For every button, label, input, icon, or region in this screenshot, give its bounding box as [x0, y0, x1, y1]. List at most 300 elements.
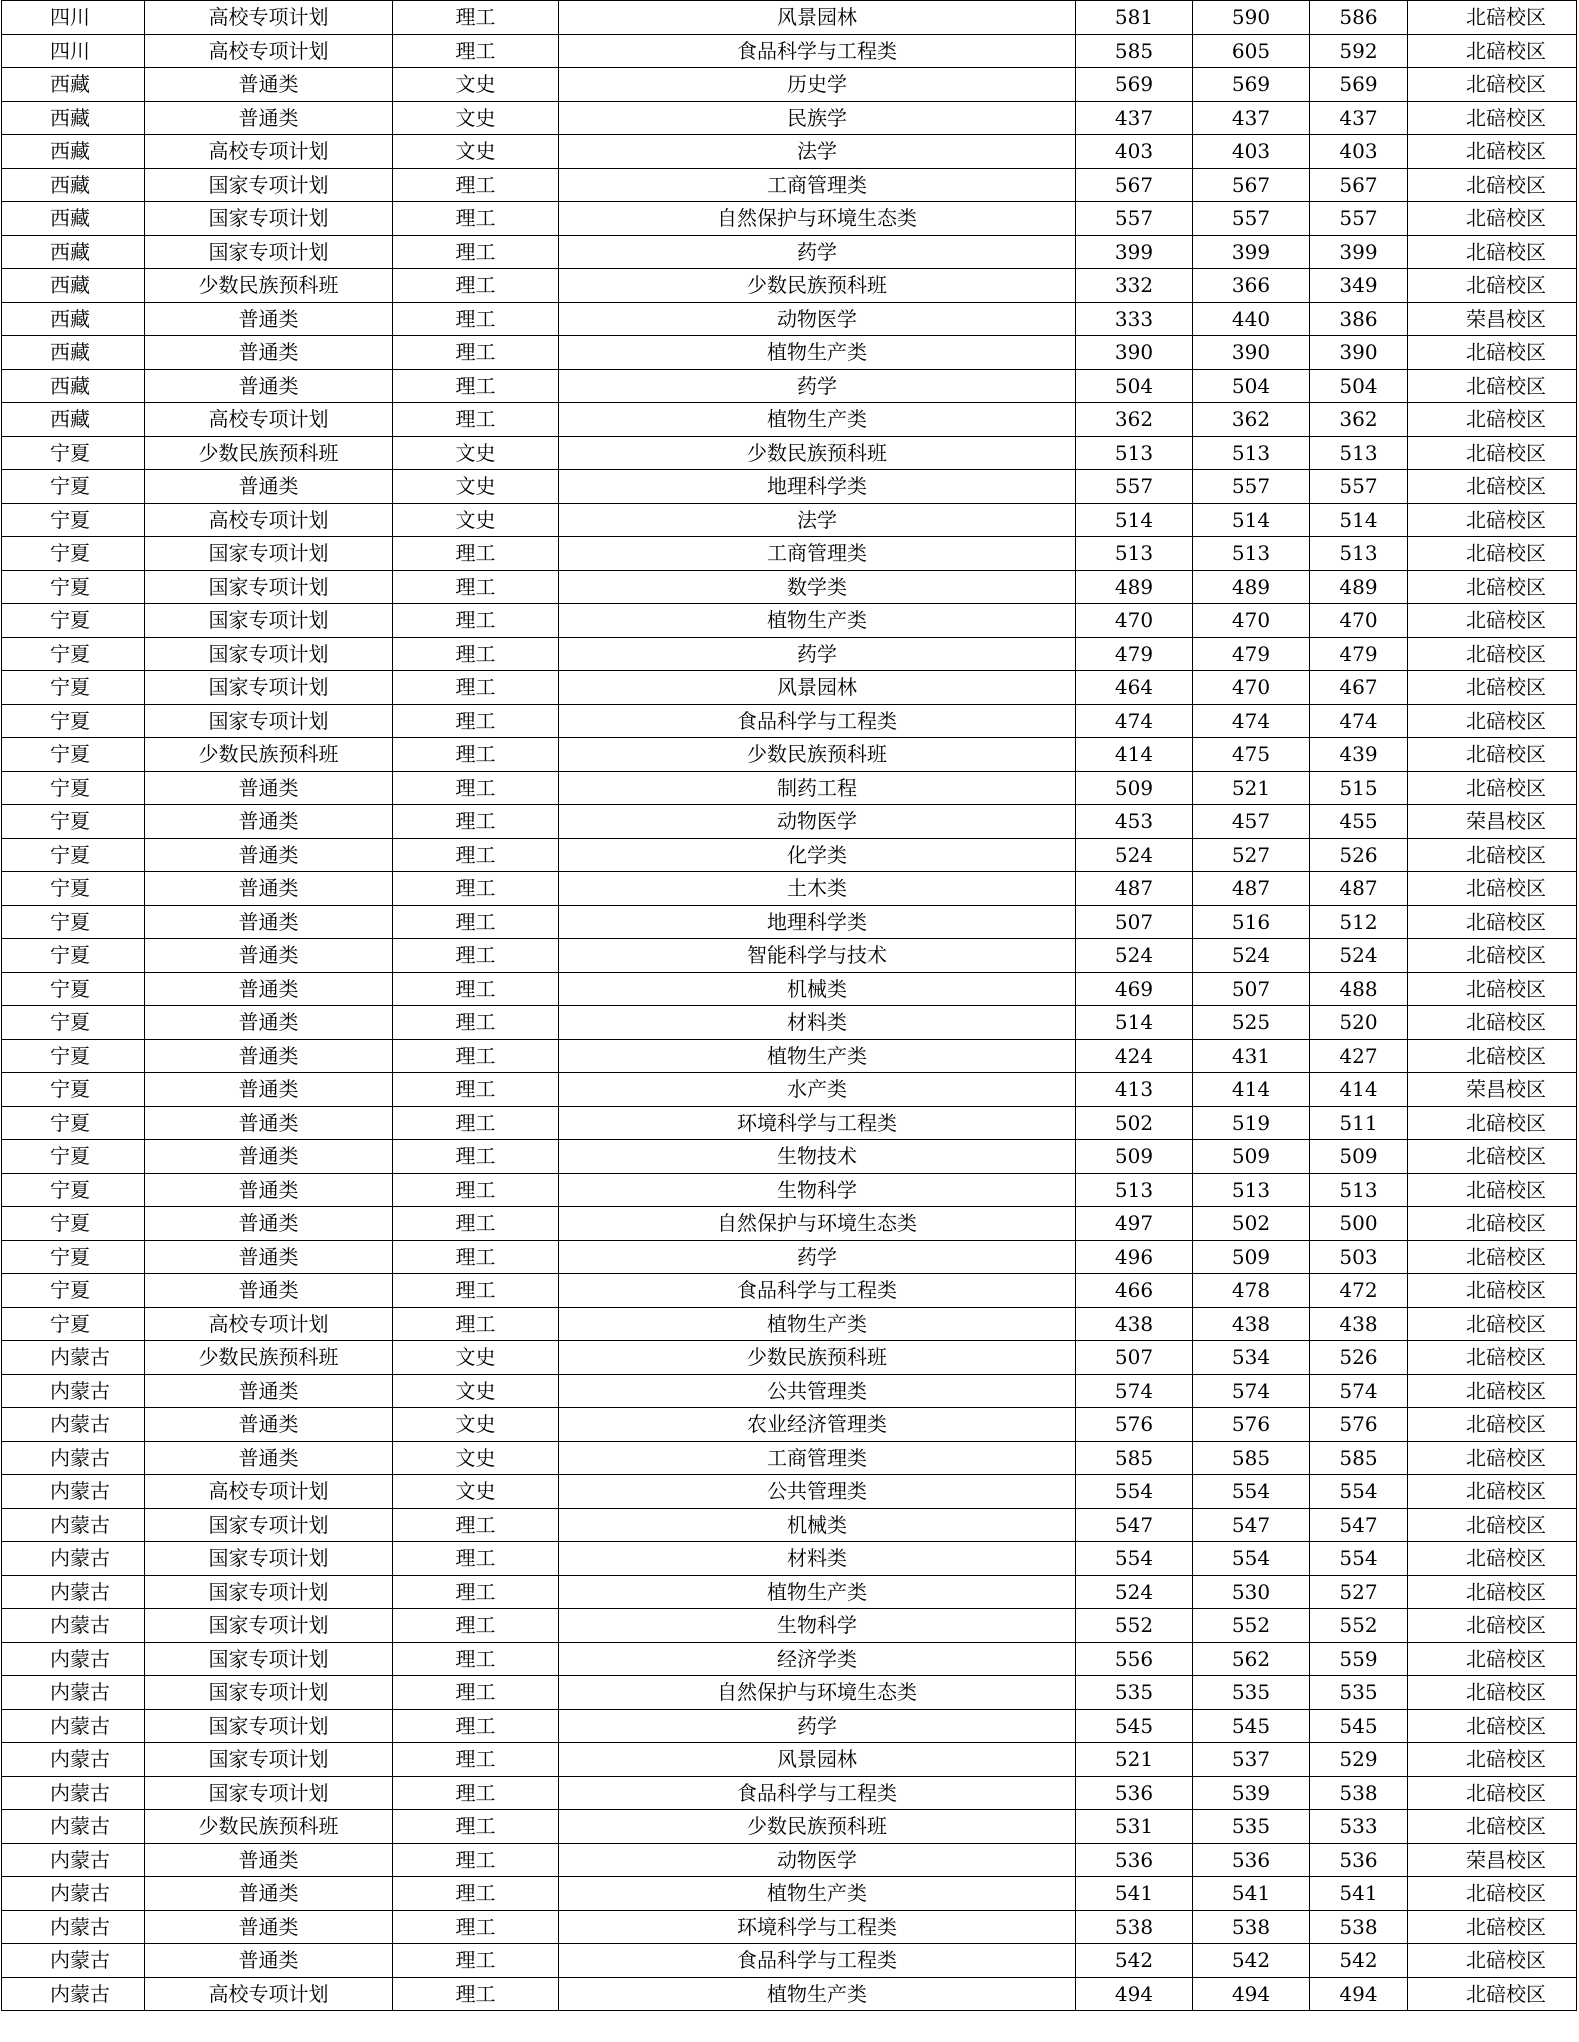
min-score-cell: 479	[1193, 637, 1310, 671]
avg-score-cell: 557	[1310, 470, 1408, 504]
major-cell: 植物生产类	[559, 1977, 1076, 2011]
avg-score-cell: 592	[1310, 34, 1408, 68]
min-score-cell: 547	[1193, 1508, 1310, 1542]
avg-score-cell: 567	[1310, 168, 1408, 202]
subject-category-cell: 文史	[393, 68, 559, 102]
max-score-cell: 538	[1076, 1910, 1193, 1944]
subject-category-cell: 理工	[393, 1977, 559, 2011]
min-score-cell: 513	[1193, 537, 1310, 571]
major-cell: 少数民族预科班	[559, 1810, 1076, 1844]
min-score-cell: 527	[1193, 838, 1310, 872]
max-score-cell: 497	[1076, 1207, 1193, 1241]
table-row	[2, 704, 1577, 738]
max-score-cell: 514	[1076, 503, 1193, 537]
subject-category-cell: 理工	[393, 905, 559, 939]
subject-category-cell: 理工	[393, 1944, 559, 1978]
min-score-cell: 590	[1193, 1, 1310, 35]
avg-score-cell: 541	[1310, 1877, 1408, 1911]
major-cell: 法学	[559, 135, 1076, 169]
plan-type-cell: 国家专项计划	[145, 637, 393, 671]
max-score-cell: 513	[1076, 436, 1193, 470]
major-cell: 食品科学与工程类	[559, 1776, 1076, 1810]
avg-score-cell: 509	[1310, 1140, 1408, 1174]
plan-type-cell: 国家专项计划	[145, 1676, 393, 1710]
table-row	[2, 1542, 1577, 1576]
max-score-cell: 576	[1076, 1408, 1193, 1442]
max-score-cell: 536	[1076, 1776, 1193, 1810]
plan-type-cell: 普通类	[145, 1944, 393, 1978]
min-score-cell: 513	[1193, 436, 1310, 470]
max-score-cell: 489	[1076, 570, 1193, 604]
max-score-cell: 424	[1076, 1039, 1193, 1073]
campus-cell: 北碚校区	[1408, 1709, 1577, 1743]
plan-type-cell: 普通类	[145, 1006, 393, 1040]
min-score-cell: 535	[1193, 1676, 1310, 1710]
table-row	[2, 1575, 1577, 1609]
campus-cell: 北碚校区	[1408, 503, 1577, 537]
max-score-cell: 414	[1076, 738, 1193, 772]
plan-type-cell: 国家专项计划	[145, 202, 393, 236]
major-cell: 少数民族预科班	[559, 738, 1076, 772]
table-row	[2, 1944, 1577, 1978]
avg-score-cell: 526	[1310, 838, 1408, 872]
major-cell: 数学类	[559, 570, 1076, 604]
avg-score-cell: 512	[1310, 905, 1408, 939]
province-cell: 西藏	[2, 168, 145, 202]
max-score-cell: 547	[1076, 1508, 1193, 1542]
avg-score-cell: 585	[1310, 1441, 1408, 1475]
subject-category-cell: 理工	[393, 1106, 559, 1140]
max-score-cell: 509	[1076, 771, 1193, 805]
province-cell: 宁夏	[2, 1140, 145, 1174]
campus-cell: 北碚校区	[1408, 1508, 1577, 1542]
province-cell: 内蒙古	[2, 1709, 145, 1743]
plan-type-cell: 高校专项计划	[145, 1977, 393, 2011]
min-score-cell: 504	[1193, 369, 1310, 403]
campus-cell: 北碚校区	[1408, 637, 1577, 671]
table-row	[2, 738, 1577, 772]
major-cell: 少数民族预科班	[559, 1341, 1076, 1375]
subject-category-cell: 理工	[393, 403, 559, 437]
plan-type-cell: 国家专项计划	[145, 570, 393, 604]
table-row	[2, 939, 1577, 973]
subject-category-cell: 理工	[393, 1307, 559, 1341]
province-cell: 内蒙古	[2, 1609, 145, 1643]
major-cell: 食品科学与工程类	[559, 34, 1076, 68]
min-score-cell: 554	[1193, 1542, 1310, 1576]
campus-cell: 北碚校区	[1408, 1642, 1577, 1676]
campus-cell: 北碚校区	[1408, 1542, 1577, 1576]
max-score-cell: 585	[1076, 34, 1193, 68]
campus-cell: 北碚校区	[1408, 1944, 1577, 1978]
avg-score-cell: 488	[1310, 972, 1408, 1006]
major-cell: 材料类	[559, 1542, 1076, 1576]
major-cell: 农业经济管理类	[559, 1408, 1076, 1442]
plan-type-cell: 高校专项计划	[145, 1307, 393, 1341]
campus-cell: 北碚校区	[1408, 34, 1577, 68]
campus-cell: 北碚校区	[1408, 1106, 1577, 1140]
subject-category-cell: 理工	[393, 1508, 559, 1542]
avg-score-cell: 349	[1310, 269, 1408, 303]
avg-score-cell: 467	[1310, 671, 1408, 705]
table-row	[2, 805, 1577, 839]
table-row	[2, 1307, 1577, 1341]
table-body	[2, 1, 1577, 2011]
max-score-cell: 536	[1076, 1843, 1193, 1877]
plan-type-cell: 少数民族预科班	[145, 436, 393, 470]
plan-type-cell: 普通类	[145, 1140, 393, 1174]
avg-score-cell: 526	[1310, 1341, 1408, 1375]
max-score-cell: 541	[1076, 1877, 1193, 1911]
min-score-cell: 390	[1193, 336, 1310, 370]
max-score-cell: 487	[1076, 872, 1193, 906]
campus-cell: 北碚校区	[1408, 1776, 1577, 1810]
table-row	[2, 1140, 1577, 1174]
min-score-cell: 437	[1193, 101, 1310, 135]
province-cell: 内蒙古	[2, 1676, 145, 1710]
province-cell: 内蒙古	[2, 1977, 145, 2011]
table-row	[2, 101, 1577, 135]
min-score-cell: 509	[1193, 1240, 1310, 1274]
major-cell: 土木类	[559, 872, 1076, 906]
plan-type-cell: 普通类	[145, 939, 393, 973]
subject-category-cell: 理工	[393, 805, 559, 839]
max-score-cell: 474	[1076, 704, 1193, 738]
table-row	[2, 771, 1577, 805]
min-score-cell: 521	[1193, 771, 1310, 805]
major-cell: 少数民族预科班	[559, 269, 1076, 303]
major-cell: 经济学类	[559, 1642, 1076, 1676]
plan-type-cell: 少数民族预科班	[145, 738, 393, 772]
province-cell: 宁夏	[2, 704, 145, 738]
max-score-cell: 514	[1076, 1006, 1193, 1040]
campus-cell: 北碚校区	[1408, 1441, 1577, 1475]
max-score-cell: 585	[1076, 1441, 1193, 1475]
table-row	[2, 570, 1577, 604]
province-cell: 内蒙古	[2, 1341, 145, 1375]
table-row	[2, 1408, 1577, 1442]
province-cell: 内蒙古	[2, 1508, 145, 1542]
major-cell: 地理科学类	[559, 470, 1076, 504]
avg-score-cell: 533	[1310, 1810, 1408, 1844]
campus-cell: 北碚校区	[1408, 1240, 1577, 1274]
min-score-cell: 513	[1193, 1173, 1310, 1207]
table-row	[2, 537, 1577, 571]
avg-score-cell: 574	[1310, 1374, 1408, 1408]
province-cell: 宁夏	[2, 872, 145, 906]
table-row	[2, 1475, 1577, 1509]
province-cell: 宁夏	[2, 1173, 145, 1207]
max-score-cell: 557	[1076, 202, 1193, 236]
avg-score-cell: 487	[1310, 872, 1408, 906]
table-row	[2, 1508, 1577, 1542]
province-cell: 宁夏	[2, 1307, 145, 1341]
campus-cell: 北碚校区	[1408, 972, 1577, 1006]
avg-score-cell: 504	[1310, 369, 1408, 403]
campus-cell: 北碚校区	[1408, 1274, 1577, 1308]
major-cell: 药学	[559, 1240, 1076, 1274]
campus-cell: 北碚校区	[1408, 1207, 1577, 1241]
table-row	[2, 1374, 1577, 1408]
plan-type-cell: 普通类	[145, 101, 393, 135]
major-cell: 风景园林	[559, 671, 1076, 705]
min-score-cell: 494	[1193, 1977, 1310, 2011]
subject-category-cell: 理工	[393, 1910, 559, 1944]
province-cell: 宁夏	[2, 470, 145, 504]
campus-cell: 北碚校区	[1408, 771, 1577, 805]
province-cell: 内蒙古	[2, 1642, 145, 1676]
subject-category-cell: 文史	[393, 1475, 559, 1509]
avg-score-cell: 542	[1310, 1944, 1408, 1978]
min-score-cell: 557	[1193, 470, 1310, 504]
plan-type-cell: 普通类	[145, 972, 393, 1006]
campus-cell: 北碚校区	[1408, 336, 1577, 370]
table-row	[2, 1642, 1577, 1676]
admission-score-table	[1, 0, 1577, 2011]
min-score-cell: 569	[1193, 68, 1310, 102]
min-score-cell: 525	[1193, 1006, 1310, 1040]
avg-score-cell: 520	[1310, 1006, 1408, 1040]
max-score-cell: 507	[1076, 905, 1193, 939]
major-cell: 生物科学	[559, 1173, 1076, 1207]
plan-type-cell: 高校专项计划	[145, 1, 393, 35]
max-score-cell: 524	[1076, 838, 1193, 872]
avg-score-cell: 494	[1310, 1977, 1408, 2011]
province-cell: 宁夏	[2, 838, 145, 872]
max-score-cell: 469	[1076, 972, 1193, 1006]
subject-category-cell: 理工	[393, 1207, 559, 1241]
campus-cell: 北碚校区	[1408, 403, 1577, 437]
plan-type-cell: 少数民族预科班	[145, 269, 393, 303]
max-score-cell: 413	[1076, 1073, 1193, 1107]
max-score-cell: 479	[1076, 637, 1193, 671]
campus-cell: 北碚校区	[1408, 570, 1577, 604]
province-cell: 四川	[2, 1, 145, 35]
province-cell: 西藏	[2, 369, 145, 403]
province-cell: 宁夏	[2, 1240, 145, 1274]
plan-type-cell: 国家专项计划	[145, 1508, 393, 1542]
campus-cell: 北碚校区	[1408, 1676, 1577, 1710]
avg-score-cell: 538	[1310, 1910, 1408, 1944]
min-score-cell: 567	[1193, 168, 1310, 202]
subject-category-cell: 理工	[393, 637, 559, 671]
plan-type-cell: 国家专项计划	[145, 1709, 393, 1743]
avg-score-cell: 576	[1310, 1408, 1408, 1442]
subject-category-cell: 理工	[393, 302, 559, 336]
major-cell: 植物生产类	[559, 1039, 1076, 1073]
province-cell: 内蒙古	[2, 1776, 145, 1810]
avg-score-cell: 503	[1310, 1240, 1408, 1274]
max-score-cell: 552	[1076, 1609, 1193, 1643]
major-cell: 自然保护与环境生态类	[559, 1207, 1076, 1241]
table-row	[2, 1274, 1577, 1308]
max-score-cell: 399	[1076, 235, 1193, 269]
min-score-cell: 478	[1193, 1274, 1310, 1308]
subject-category-cell: 文史	[393, 135, 559, 169]
major-cell: 风景园林	[559, 1, 1076, 35]
province-cell: 宁夏	[2, 1106, 145, 1140]
campus-cell: 北碚校区	[1408, 704, 1577, 738]
table-row	[2, 1207, 1577, 1241]
campus-cell: 北碚校区	[1408, 537, 1577, 571]
max-score-cell: 521	[1076, 1743, 1193, 1777]
plan-type-cell: 国家专项计划	[145, 1542, 393, 1576]
major-cell: 公共管理类	[559, 1475, 1076, 1509]
subject-category-cell: 理工	[393, 202, 559, 236]
plan-type-cell: 国家专项计划	[145, 1642, 393, 1676]
subject-category-cell: 理工	[393, 34, 559, 68]
major-cell: 食品科学与工程类	[559, 704, 1076, 738]
subject-category-cell: 理工	[393, 1542, 559, 1576]
max-score-cell: 557	[1076, 470, 1193, 504]
province-cell: 宁夏	[2, 805, 145, 839]
plan-type-cell: 普通类	[145, 1877, 393, 1911]
min-score-cell: 470	[1193, 671, 1310, 705]
plan-type-cell: 国家专项计划	[145, 1776, 393, 1810]
campus-cell: 北碚校区	[1408, 202, 1577, 236]
plan-type-cell: 普通类	[145, 1843, 393, 1877]
plan-type-cell: 普通类	[145, 872, 393, 906]
major-cell: 环境科学与工程类	[559, 1106, 1076, 1140]
province-cell: 宁夏	[2, 1073, 145, 1107]
plan-type-cell: 国家专项计划	[145, 1743, 393, 1777]
max-score-cell: 542	[1076, 1944, 1193, 1978]
table-row	[2, 1743, 1577, 1777]
table-row	[2, 1810, 1577, 1844]
province-cell: 西藏	[2, 302, 145, 336]
min-score-cell: 536	[1193, 1843, 1310, 1877]
table-row	[2, 905, 1577, 939]
subject-category-cell: 理工	[393, 1274, 559, 1308]
subject-category-cell: 理工	[393, 704, 559, 738]
campus-cell: 荣昌校区	[1408, 1843, 1577, 1877]
min-score-cell: 403	[1193, 135, 1310, 169]
avg-score-cell: 536	[1310, 1843, 1408, 1877]
avg-score-cell: 552	[1310, 1609, 1408, 1643]
province-cell: 内蒙古	[2, 1542, 145, 1576]
province-cell: 内蒙古	[2, 1743, 145, 1777]
major-cell: 生物科学	[559, 1609, 1076, 1643]
max-score-cell: 507	[1076, 1341, 1193, 1375]
province-cell: 宁夏	[2, 1207, 145, 1241]
avg-score-cell: 513	[1310, 436, 1408, 470]
province-cell: 内蒙古	[2, 1877, 145, 1911]
table-row	[2, 302, 1577, 336]
province-cell: 宁夏	[2, 905, 145, 939]
max-score-cell: 502	[1076, 1106, 1193, 1140]
province-cell: 内蒙古	[2, 1408, 145, 1442]
min-score-cell: 554	[1193, 1475, 1310, 1509]
min-score-cell: 562	[1193, 1642, 1310, 1676]
min-score-cell: 414	[1193, 1073, 1310, 1107]
table-row	[2, 1106, 1577, 1140]
major-cell: 药学	[559, 235, 1076, 269]
province-cell: 宁夏	[2, 604, 145, 638]
min-score-cell: 502	[1193, 1207, 1310, 1241]
plan-type-cell: 国家专项计划	[145, 704, 393, 738]
subject-category-cell: 理工	[393, 1609, 559, 1643]
subject-category-cell: 文史	[393, 1408, 559, 1442]
plan-type-cell: 普通类	[145, 68, 393, 102]
major-cell: 历史学	[559, 68, 1076, 102]
table-row	[2, 503, 1577, 537]
plan-type-cell: 少数民族预科班	[145, 1341, 393, 1375]
campus-cell: 北碚校区	[1408, 369, 1577, 403]
avg-score-cell: 414	[1310, 1073, 1408, 1107]
campus-cell: 北碚校区	[1408, 1006, 1577, 1040]
campus-cell: 北碚校区	[1408, 604, 1577, 638]
min-score-cell: 362	[1193, 403, 1310, 437]
subject-category-cell: 理工	[393, 1877, 559, 1911]
table-row	[2, 1910, 1577, 1944]
province-cell: 宁夏	[2, 637, 145, 671]
campus-cell: 北碚校区	[1408, 671, 1577, 705]
major-cell: 制药工程	[559, 771, 1076, 805]
avg-score-cell: 538	[1310, 1776, 1408, 1810]
max-score-cell: 524	[1076, 939, 1193, 973]
table-row	[2, 269, 1577, 303]
campus-cell: 北碚校区	[1408, 1743, 1577, 1777]
max-score-cell: 494	[1076, 1977, 1193, 2011]
major-cell: 自然保护与环境生态类	[559, 202, 1076, 236]
plan-type-cell: 普通类	[145, 1374, 393, 1408]
min-score-cell: 542	[1193, 1944, 1310, 1978]
plan-type-cell: 普通类	[145, 336, 393, 370]
province-cell: 西藏	[2, 235, 145, 269]
subject-category-cell: 理工	[393, 336, 559, 370]
plan-type-cell: 普通类	[145, 1039, 393, 1073]
plan-type-cell: 普通类	[145, 369, 393, 403]
table-row	[2, 436, 1577, 470]
campus-cell: 北碚校区	[1408, 1609, 1577, 1643]
province-cell: 西藏	[2, 101, 145, 135]
plan-type-cell: 普通类	[145, 1441, 393, 1475]
plan-type-cell: 高校专项计划	[145, 503, 393, 537]
campus-cell: 荣昌校区	[1408, 302, 1577, 336]
province-cell: 内蒙古	[2, 1810, 145, 1844]
major-cell: 食品科学与工程类	[559, 1944, 1076, 1978]
plan-type-cell: 国家专项计划	[145, 168, 393, 202]
plan-type-cell: 普通类	[145, 1207, 393, 1241]
avg-score-cell: 559	[1310, 1642, 1408, 1676]
subject-category-cell: 理工	[393, 1240, 559, 1274]
min-score-cell: 534	[1193, 1341, 1310, 1375]
table-row	[2, 1609, 1577, 1643]
subject-category-cell: 理工	[393, 1173, 559, 1207]
min-score-cell: 470	[1193, 604, 1310, 638]
avg-score-cell: 511	[1310, 1106, 1408, 1140]
min-score-cell: 516	[1193, 905, 1310, 939]
major-cell: 植物生产类	[559, 336, 1076, 370]
max-score-cell: 437	[1076, 101, 1193, 135]
table-row	[2, 235, 1577, 269]
major-cell: 少数民族预科班	[559, 436, 1076, 470]
province-cell: 西藏	[2, 135, 145, 169]
major-cell: 药学	[559, 369, 1076, 403]
subject-category-cell: 理工	[393, 1140, 559, 1174]
major-cell: 自然保护与环境生态类	[559, 1676, 1076, 1710]
plan-type-cell: 普通类	[145, 1240, 393, 1274]
min-score-cell: 530	[1193, 1575, 1310, 1609]
min-score-cell: 457	[1193, 805, 1310, 839]
table-row	[2, 336, 1577, 370]
table-row	[2, 1676, 1577, 1710]
table-row	[2, 1776, 1577, 1810]
max-score-cell: 438	[1076, 1307, 1193, 1341]
plan-type-cell: 普通类	[145, 1173, 393, 1207]
subject-category-cell: 理工	[393, 604, 559, 638]
table-row	[2, 68, 1577, 102]
